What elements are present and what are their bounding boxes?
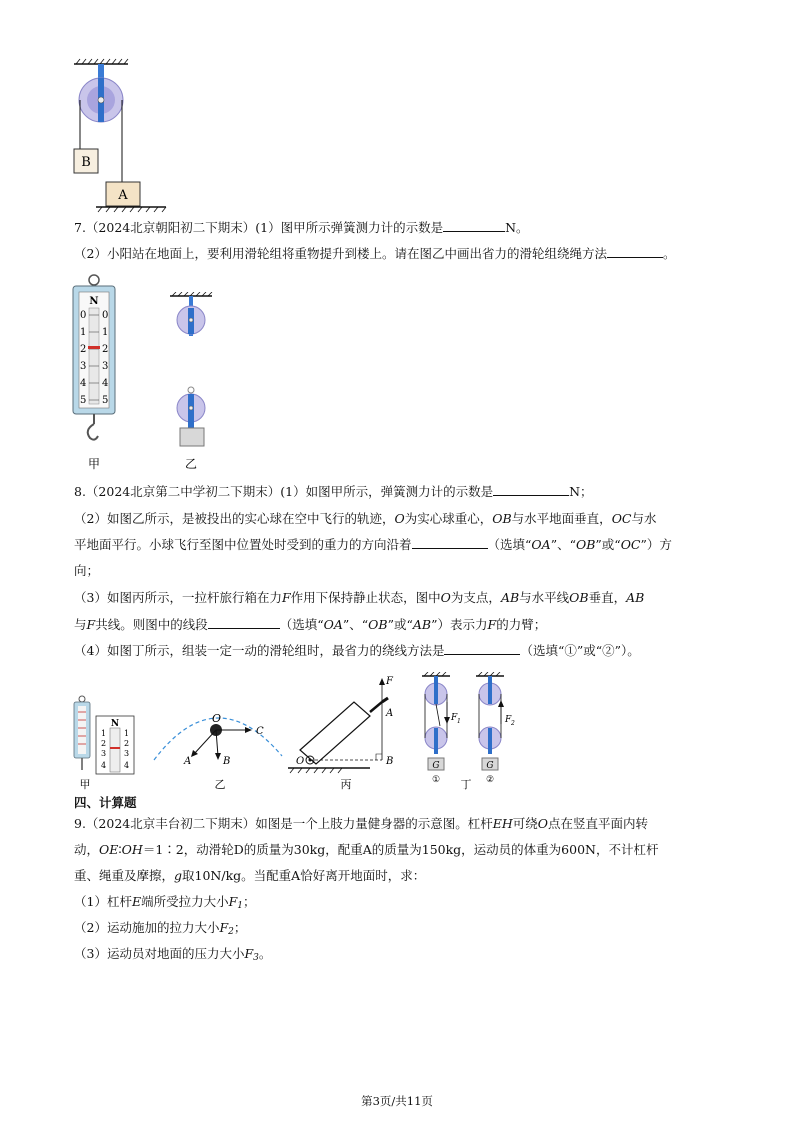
- svg-text:A: A: [118, 188, 128, 203]
- svg-text:4: 4: [80, 378, 87, 389]
- svg-text:1: 1: [101, 729, 107, 738]
- svg-text:3: 3: [124, 749, 130, 758]
- svg-text:A: A: [184, 756, 192, 767]
- q8-fig-bing-suitcase: [288, 676, 394, 791]
- q8-line5: （3）如图丙所示，一拉杆旅行箱在力F作用下保持静止状态，图中O为支点，AB与水平线OB垂直，AB: [74, 590, 645, 605]
- q9-item3: （3）运动员对地面的压力大小$F_3$。: [74, 946, 272, 963]
- svg-text:O: O: [296, 756, 305, 767]
- q8-fig-jia-scales: [74, 696, 134, 791]
- svg-text:5: 5: [102, 395, 109, 406]
- svg-text:F: F: [386, 676, 393, 687]
- svg-text:丙: 丙: [340, 778, 352, 791]
- q9-item2: （2）运动施加的拉力大小$F_2$；: [74, 920, 247, 937]
- svg-text:F: F: [451, 713, 458, 723]
- section-title: 四、计算题: [74, 795, 137, 810]
- q7-line2: （2）小阳站在地面上，要利用滑轮组将重物提升到楼上。请在图乙中画出省力的滑轮组绕绳方法 。: [74, 246, 676, 261]
- q8-line2: （2）如图乙所示，是被投出的实心球在空中飞行的轨迹，O为实心球重心，OB与水平地面垂直，OC与水: [74, 511, 657, 526]
- q8-figures: [70, 672, 520, 794]
- q7-line1: 7.（2024北京朝阳初二下期末）(1）图甲所示弹簧测力计的示数是 N。: [74, 220, 529, 235]
- svg-text:2: 2: [80, 344, 87, 355]
- q8-line3: 平地面平行。小球飞行至图中位置处时受到的重力的方向沿着 （选填“OA”、“OB”或“OC”）方: [74, 537, 672, 552]
- svg-text:G: G: [432, 761, 440, 771]
- svg-text:乙: 乙: [184, 457, 198, 471]
- q9-line3: 重、绳重及摩擦，g取10N/kg。当配重A恰好离开地面时，求：: [74, 868, 426, 883]
- svg-text:3: 3: [80, 361, 87, 372]
- svg-text:1: 1: [80, 327, 87, 338]
- q8-blank1[interactable]: [493, 483, 569, 496]
- page-number: 第3页/共11页: [361, 1094, 433, 1108]
- svg-text:B: B: [81, 155, 91, 170]
- svg-text:A: A: [386, 708, 394, 719]
- svg-text:B: B: [223, 756, 231, 767]
- svg-text:0: 0: [102, 310, 109, 321]
- svg-text:2: 2: [124, 739, 130, 748]
- svg-text:3: 3: [102, 361, 109, 372]
- q8-fig-yi-trajectory: [154, 712, 282, 791]
- svg-text:5: 5: [80, 395, 87, 406]
- q7-blank1[interactable]: [443, 219, 505, 232]
- svg-text:G: G: [486, 761, 494, 771]
- svg-text:乙: 乙: [214, 778, 226, 791]
- q8-line1: 8.（2024北京第二中学初二下期末）(1）如图甲所示，弹簧测力计的示数是 N；: [74, 484, 593, 499]
- svg-text:F: F: [505, 715, 512, 725]
- spring-scale-jia: [70, 274, 125, 474]
- svg-text:B: B: [386, 756, 394, 767]
- svg-text:2: 2: [102, 344, 109, 355]
- q7-blank2[interactable]: [607, 245, 663, 258]
- svg-text:甲: 甲: [79, 778, 91, 791]
- svg-text:1: 1: [124, 729, 130, 738]
- svg-text:C: C: [256, 726, 264, 737]
- svg-text:0: 0: [80, 310, 87, 321]
- svg-text:2: 2: [511, 720, 515, 727]
- svg-text:N: N: [110, 719, 120, 729]
- svg-text:O: O: [212, 712, 222, 725]
- svg-text:4: 4: [124, 761, 130, 770]
- q8-blank4[interactable]: [444, 642, 520, 655]
- q9-line1: 9.（2024北京丰台初二下期末）如图是一个上肢力量健身器的示意图。杠杆EH可绕O点在竖直平面内转: [74, 816, 649, 831]
- q8-blank2[interactable]: [412, 536, 488, 549]
- svg-text:4: 4: [102, 378, 109, 389]
- svg-text:甲: 甲: [87, 457, 101, 471]
- svg-text:①: ①: [431, 775, 441, 785]
- svg-text:2: 2: [101, 739, 107, 748]
- svg-text:N: N: [89, 296, 99, 307]
- q8-blank3[interactable]: [208, 616, 280, 629]
- svg-text:4: 4: [101, 761, 107, 770]
- q9-item1: （1）杠杆E端所受拉力大小$F_1$；: [74, 894, 256, 911]
- svg-text:1: 1: [457, 718, 461, 725]
- q8-line7: （4）如图丁所示，组装一定一动的滑轮组时，最省力的绕线方法是 （选填“①”或“②”）。: [74, 643, 640, 658]
- pulley-figure-top: [70, 58, 180, 213]
- q9-line2: 动，OE∶OH＝1∶2，动滑轮D的质量为30kg，配重A的质量为150kg，运动员的体重为600N，不计杠杆: [74, 842, 659, 857]
- svg-text:1: 1: [102, 327, 109, 338]
- svg-text:丁: 丁: [460, 778, 472, 791]
- svg-text:3: 3: [101, 749, 107, 758]
- q8-fig-ding-pulleys: [422, 672, 515, 791]
- q8-line6: 与F共线。则图中的线段 （选填“OA”、“OB”或“AB”）表示力F的力臂；: [74, 617, 547, 632]
- svg-text:②: ②: [485, 775, 495, 785]
- q8-line4: 向；: [74, 563, 100, 578]
- pulley-figure-yi: [168, 292, 223, 472]
